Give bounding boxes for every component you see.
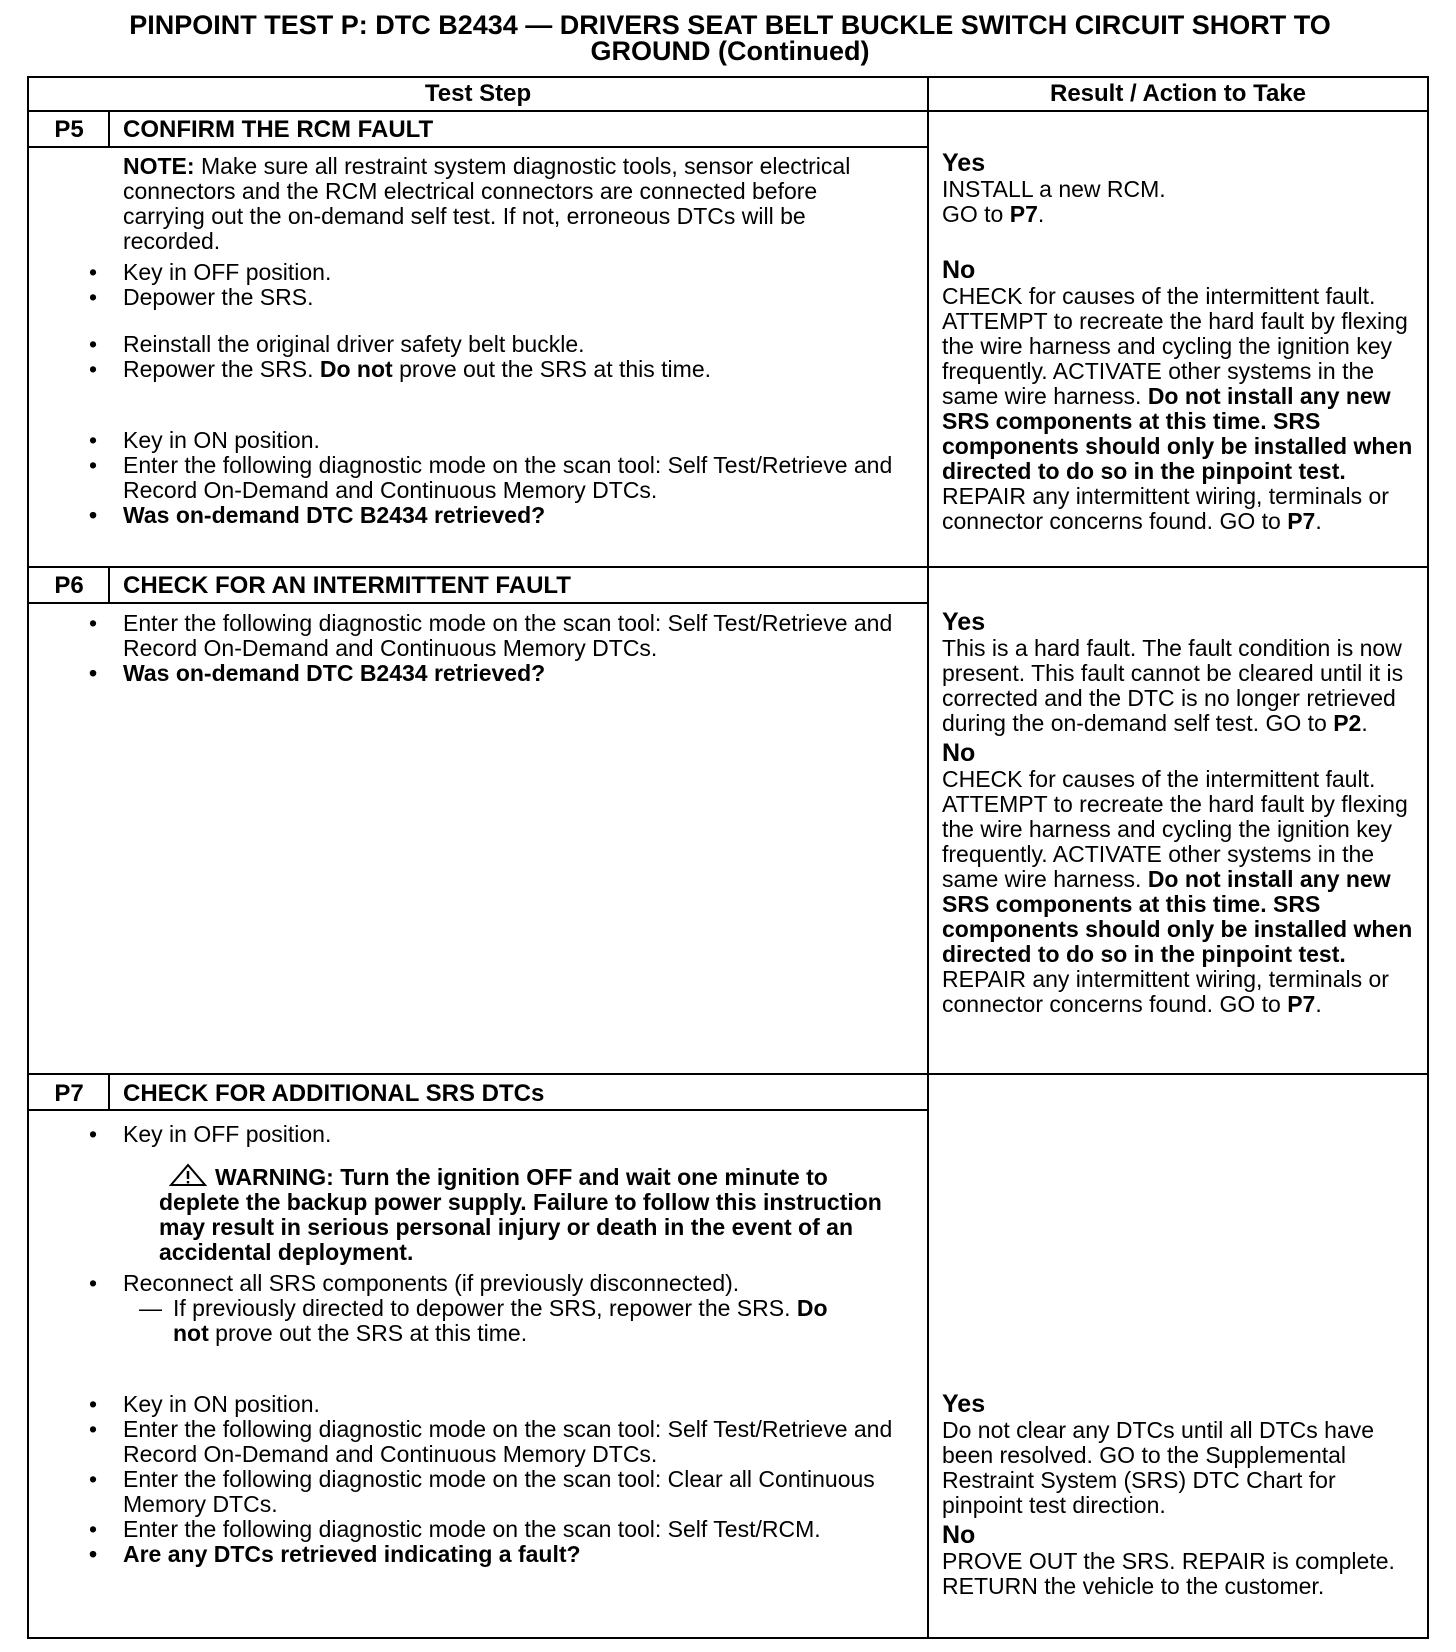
bullet-icon: • <box>89 356 98 382</box>
column-divider <box>927 76 929 1639</box>
list-item-question <box>83 1542 913 1567</box>
sub-item-text: prove out the SRS at this time. <box>208 1320 528 1346</box>
step-title-p5: CONFIRM THE RCM FAULT <box>123 116 434 143</box>
bullet-icon: • <box>89 1466 98 1492</box>
list-item <box>83 332 903 357</box>
list-item-text: Are any DTCs retrieved indicating a fault? <box>123 1541 581 1567</box>
list-item <box>83 1417 913 1467</box>
list-item-question <box>83 503 903 528</box>
no-label: No <box>942 739 976 767</box>
step-reference: P7 <box>1287 991 1316 1017</box>
bullet-icon: • <box>89 610 98 636</box>
row-divider-p7 <box>27 1073 1429 1075</box>
list-item <box>83 1392 913 1417</box>
list-item-text: Reinstall the original driver safety belt buckle. <box>123 331 585 357</box>
step-reference: P7 <box>1009 201 1038 227</box>
list-item <box>83 428 903 453</box>
result-p6 <box>942 609 1422 1017</box>
list-item-text: Was on-demand DTC B2434 retrieved? <box>123 502 546 528</box>
yes-text <box>942 636 1422 736</box>
no-text-end: . <box>1315 508 1322 534</box>
note-label: NOTE: <box>123 153 195 179</box>
yes-text-end: . <box>1361 710 1368 736</box>
list-item-question <box>83 661 903 686</box>
note <box>123 154 903 254</box>
list-item <box>83 611 903 661</box>
list-item <box>83 357 903 382</box>
result-p5 <box>942 150 1422 534</box>
list-item-text: Key in OFF position. <box>123 259 332 285</box>
page-title <box>30 12 1430 64</box>
list-item <box>83 260 903 285</box>
list-item-text: Key in OFF position. <box>123 1121 332 1147</box>
bullet-icon: • <box>89 502 98 528</box>
list-item-text: Key in ON position. <box>123 427 320 453</box>
list-item <box>83 1271 913 1296</box>
step-title-p7: CHECK FOR ADDITIONAL SRS DTCs <box>123 1080 545 1107</box>
list-item-text: Depower the SRS. <box>123 284 314 310</box>
dash-icon: — <box>139 1295 162 1321</box>
list-item-bold: Do not <box>319 356 393 382</box>
step-body-p5 <box>89 153 903 528</box>
no-text: PROVE OUT the SRS. REPAIR is complete. RETURN the vehicle to the customer. <box>942 1548 1395 1599</box>
yes-text: Do not clear any DTCs until all DTCs have been resolved. GO to the Supplemental Restraint System (SRS) DTC Chart for pinpoint test direction. <box>942 1417 1375 1518</box>
yes-text: INSTALL a new RCM. <box>942 176 1166 202</box>
bullet-icon: • <box>89 1541 98 1567</box>
list-item-text: Reconnect all SRS components (if previously disconnected). <box>123 1270 740 1296</box>
bullet-icon: • <box>89 1516 98 1542</box>
bullet-icon: • <box>89 427 98 453</box>
no-text-bold: Do not install any new SRS components at this time. SRS components should only be installed when directed to do so in the pinpoint test. <box>942 866 1413 967</box>
step-reference: P7 <box>1287 508 1316 534</box>
header-test-step: Test Step <box>424 80 532 107</box>
warning-text: WARNING: Turn the ignition OFF and wait one minute to deplete the backup power supply. Failure to follow this instruction may result in serious personal injury or death in the event of an accidental deployment. <box>159 1164 882 1265</box>
go-text-end: . <box>1037 201 1045 227</box>
go-text: GO to <box>942 201 1010 227</box>
title-line-1: PINPOINT TEST P: DTC B2434 — DRIVERS SEAT BELT BUCKLE SWITCH CIRCUIT SHORT TO <box>129 10 1331 40</box>
step-body-p7 <box>89 1121 913 1567</box>
list-item-text: Repower the SRS. <box>123 356 320 382</box>
yes-go <box>942 202 1422 227</box>
list-item <box>83 1122 913 1147</box>
bullet-icon: • <box>89 660 98 686</box>
list-item-text: Enter the following diagnostic mode on the scan tool: Self Test/Retrieve and Record On-Demand and Continuous Memory DTCs. <box>123 610 893 661</box>
note-text: Make sure all restraint system diagnostic tools, sensor electrical connectors and the RCM electrical connectors are connected before carrying out the on-demand self test. If not, erroneous DTCs will be recorded. <box>123 153 851 254</box>
step-title-divider-p5 <box>27 146 927 148</box>
no-text-end: . <box>1315 991 1322 1017</box>
no-label: No <box>942 256 976 284</box>
bullet-icon: • <box>89 1121 98 1147</box>
no-text-part: REPAIR any intermittent wiring, terminals or connector concerns found. GO to <box>942 483 1389 534</box>
step-id-p5: P5 <box>54 116 84 143</box>
step-reference: P2 <box>1333 710 1362 736</box>
no-text-part: REPAIR any intermittent wiring, terminals or connector concerns found. GO to <box>942 966 1389 1017</box>
yes-label: Yes <box>942 1390 986 1418</box>
header-divider <box>27 110 1429 112</box>
list-item <box>83 453 903 503</box>
sub-list-item <box>123 1296 833 1346</box>
sub-item-text: If previously directed to depower the SRS, repower the SRS. <box>173 1295 797 1321</box>
warning-block <box>119 1163 899 1265</box>
list-item-text: prove out the SRS at this time. <box>392 356 712 382</box>
bullet-icon: • <box>89 1391 98 1417</box>
list-item-text: Enter the following diagnostic mode on the scan tool: Self Test/Retrieve and Record On-Demand and Continuous Memory DTCs. <box>123 1416 893 1467</box>
bullet-icon: • <box>89 259 98 285</box>
no-text <box>942 284 1422 534</box>
bullet-icon: • <box>89 452 98 478</box>
list-item-text: Key in ON position. <box>123 1391 320 1417</box>
list-item <box>83 285 903 310</box>
step-id-p7: P7 <box>54 1080 84 1107</box>
yes-text-part: This is a hard fault. The fault condition is now present. This fault cannot be cleared until it is corrected and the DTC is no longer retrieved during the on-demand self test. GO to <box>942 635 1404 736</box>
yes-label: Yes <box>942 149 986 177</box>
result-p7 <box>942 1391 1422 1599</box>
list-item-text: Was on-demand DTC B2434 retrieved? <box>123 660 546 686</box>
sub-item-bold: Do not <box>173 1295 828 1346</box>
list-item-text: Enter the following diagnostic mode on the scan tool: Clear all Continuous Memory DTCs. <box>123 1466 875 1517</box>
list-item <box>83 1467 913 1517</box>
bullet-icon: • <box>89 331 98 357</box>
step-title-divider-p6 <box>27 602 927 604</box>
no-label: No <box>942 1521 976 1549</box>
header-result-action: Result / Action to Take <box>1049 80 1307 107</box>
bullet-icon: • <box>89 1270 98 1296</box>
step-title-divider-p7 <box>27 1109 927 1111</box>
bullet-icon: • <box>89 1416 98 1442</box>
step-id-p6: P6 <box>54 572 84 599</box>
bullet-icon: • <box>89 284 98 310</box>
yes-label: Yes <box>942 608 986 636</box>
title-line-2: GROUND (Continued) <box>590 36 870 66</box>
step-title-p6: CHECK FOR AN INTERMITTENT FAULT <box>123 572 571 599</box>
row-divider-p6 <box>27 566 1429 568</box>
list-item-text: Enter the following diagnostic mode on the scan tool: Self Test/Retrieve and Record On-Demand and Continuous Memory DTCs. <box>123 452 893 503</box>
list-item-text: Enter the following diagnostic mode on the scan tool: Self Test/RCM. <box>123 1516 821 1542</box>
no-text-part: CHECK for causes of the intermittent fault. ATTEMPT to recreate the hard fault by flexing the wire harness and cycling the ignition key frequently. ACTIVATE other systems in the same wire harness. <box>942 766 1408 892</box>
no-text <box>942 767 1422 1017</box>
no-text-bold: Do not install any new SRS components at this time. SRS components should only be installed when directed to do so in the pinpoint test. <box>942 383 1413 484</box>
no-text-part: CHECK for causes of the intermittent fault. ATTEMPT to recreate the hard fault by flexing the wire harness and cycling the ignition key frequently. ACTIVATE other systems in the same wire harness. <box>942 283 1408 409</box>
warning-triangle-icon <box>169 1163 207 1187</box>
list-item <box>83 1517 913 1542</box>
step-body-p6 <box>89 610 903 686</box>
